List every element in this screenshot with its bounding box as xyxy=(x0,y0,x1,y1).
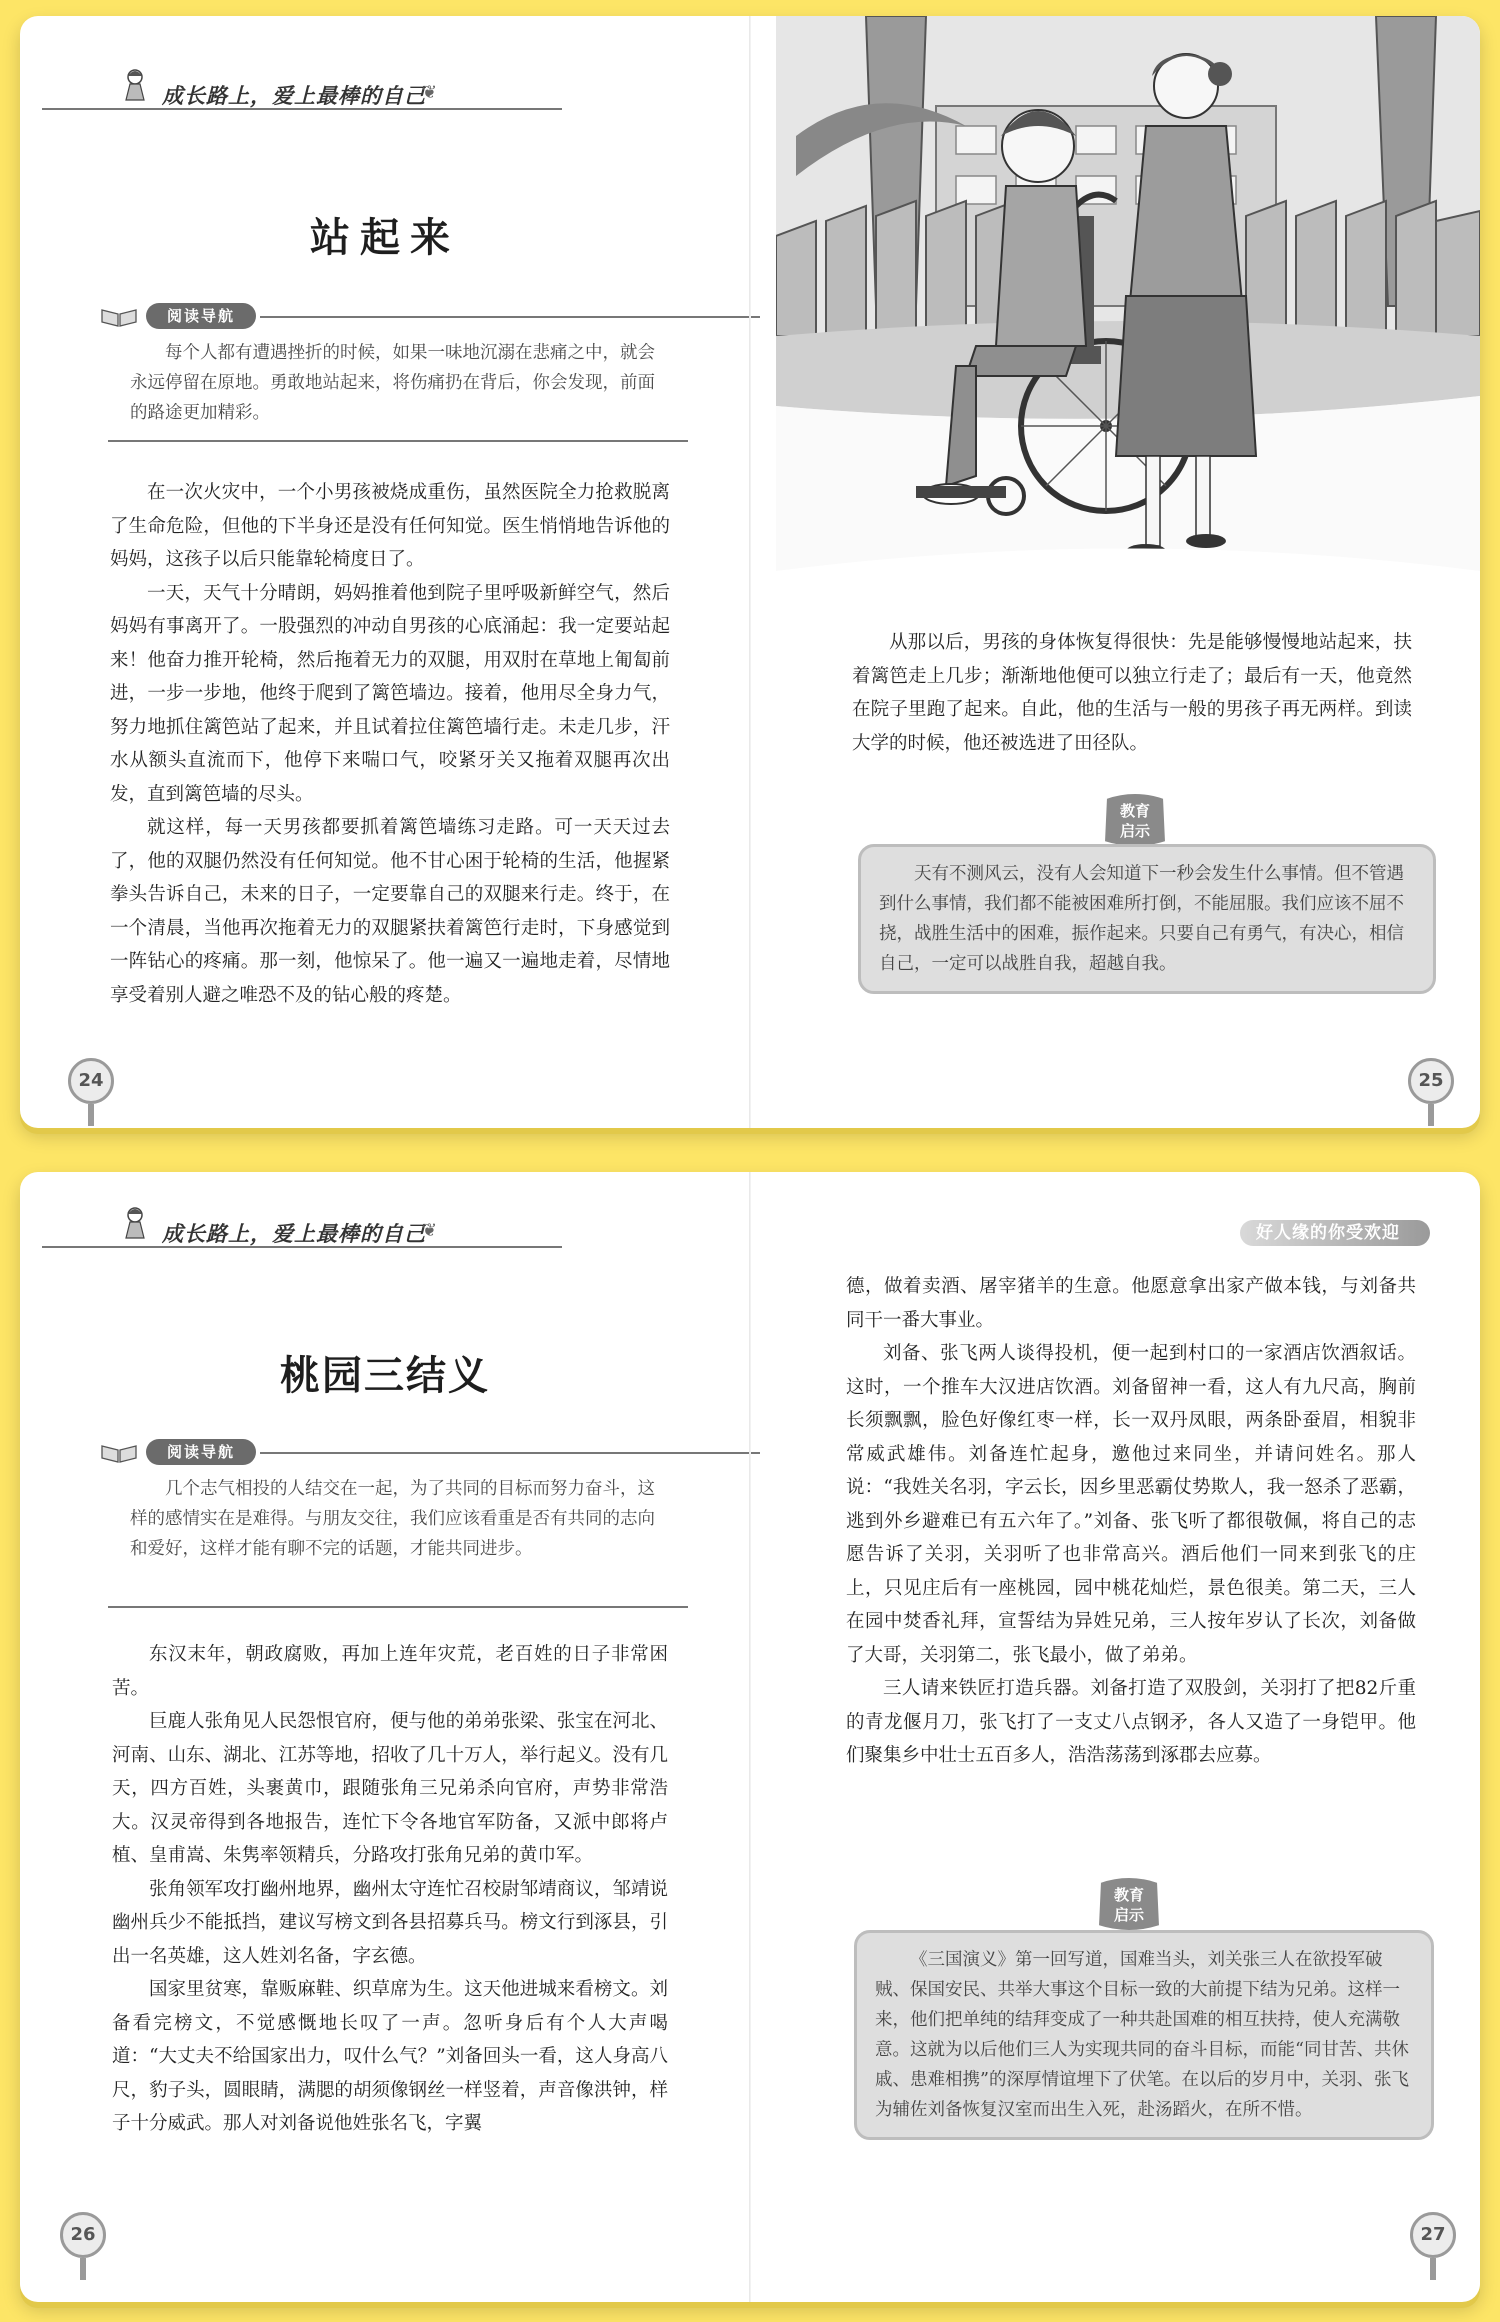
running-header xyxy=(92,1212,692,1252)
edu-badge-line2: 启示 xyxy=(1119,822,1151,840)
story-body-left xyxy=(110,476,670,1012)
page-24 xyxy=(20,16,750,1128)
paragraph: 三人请来铁匠打造兵器。刘备打造了双股剑，关羽打了把82斤重的青龙偃月刀，张飞打了一支丈八点钢矛，各人又造了一身铠甲。他们聚集乡中壮士五百多人，浩浩荡荡到涿郡去应募。 xyxy=(846,1678,1416,1766)
reading-guide-text: 每个人都有遭遇挫折的时候，如果一味地沉溺在悲痛之中，就会永远停留在原地。勇敢地站起来，将伤痛扔在背后，你会发现，前面的路途更加精彩。 xyxy=(130,343,655,423)
paragraph: 就这样，每一天男孩都要抓着篱笆墙练习走路。可一天天过去了，他的双腿仍然没有任何知觉。他不甘心困于轮椅的生活，他握紧拳头告诉自己，未来的日子，一定要靠自己的双腿来行走。终于，在一个清晨，当他再次拖着无力的双腿紧扶着篱笆行走时，下身感觉到一阵钻心的疼痛。那一刻，他惊呆了。他一遍又一遍地走着，尽情地享受着别人避之唯恐不及的钻心般的疼楚。 xyxy=(110,817,670,1006)
edu-text: 《三国演义》第一回写道，国难当头，刘关张三人在欲投军破贼、保国安民、共举大事这个目标一致的大前提下结为兄弟。这样一来，他们把单纯的结拜变成了一种共赴国难的相互扶持，使人充满敬意。这就为以后他们三人为实现共同的奋斗目标，而能“同甘苦、共休戚、患难相携”的深厚情谊埋下了伏笔。在以后的岁月中，关羽、张飞为辅佐刘备恢复汉室而出生入死，赴汤蹈火，在所不惜。 xyxy=(875,1950,1409,2120)
edu-badge-line1: 教育 xyxy=(1113,1886,1145,1904)
reading-guide-badge: 阅读导航 xyxy=(146,303,256,329)
paragraph: 刘备、张飞两人谈得投机，便一起到村口的一家酒店饮酒叙话。这时，一个推车大汉进店饮酒。刘备留神一看，这人有九尺高，胸前长须飘飘，脸色好像红枣一样，长一双丹凤眼，两条卧蚕眉，相貌非常威武雄伟。刘备连忙起身，邀他过来同坐，并请问姓名。那人说：“我姓关名羽，字云长，因乡里恶霸仗势欺人，我一怒杀了恶霸，逃到外乡避难已有五六年了。”刘备、张飞听了都很敬佩，将自己的志愿告诉了关羽，关羽听了也非常高兴。酒后他们一同来到张飞的庄上，只见庄后有一座桃园，园中桃花灿烂，景色很美。第二天，三人在园中焚香礼拜，宣誓结为异姓兄弟，三人按年岁认了长次，刘备做了大哥，关羽第二，张飞最小，做了弟弟。 xyxy=(846,1343,1416,1666)
paragraph: 东汉末年，朝政腐败，再加上连年灾荒，老百姓的日子非常困苦。 xyxy=(112,1644,668,1699)
education-insight-box xyxy=(854,1930,1434,2140)
page-number-left: 24 xyxy=(68,1058,114,1104)
page-number-right: 25 xyxy=(1408,1058,1454,1104)
section-tag-text: 好人缘的你受欢迎 xyxy=(1256,1223,1400,1243)
section-tag xyxy=(1240,1216,1450,1250)
education-badge-icon xyxy=(1094,1872,1164,1936)
guide-bottom-rule xyxy=(108,1606,688,1608)
guide-rule xyxy=(260,316,760,318)
edu-badge-line1: 教育 xyxy=(1119,802,1151,820)
paragraph: 一天，天气十分晴朗，妈妈推着他到院子里呼吸新鲜空气，然后妈妈有事离开了。一股强烈的冲动自男孩的心底涌起：我一定要站起来！他奋力推开轮椅，然后拖着无力的双腿，用双肘在草地上匍匐前进，一步一步地，他终于爬到了篱笆墙边。接着，他用尽全身力气，努力地抓住篱笆站了起来，并且试着拉住篱笆墙行走。未走几步，汗水从额头直流而下，他停下来喘口气，咬紧牙关又拖着双腿再次出发，直到篱笆墙的尽头。 xyxy=(110,582,670,805)
education-insight-box xyxy=(858,844,1436,994)
header-text: 成长路上，爱上最棒的自己 xyxy=(162,83,426,108)
paragraph: 巨鹿人张角见人民怨恨官府，便与他的弟弟张梁、张宝在河北、河南、山东、湖北、江苏等地，招收了几十万人，举行起义。没有几天，四方百姓，头裹黄巾，跟随张角三兄弟杀向官府，声势非常浩大。汉灵帝得到各地报告，连忙下令各地官军防备，又派中郎将卢植、皇甫嵩、朱隽率领精兵，分路攻打张角兄弟的黄巾军。 xyxy=(112,1711,668,1866)
paragraph: 张角领军攻打幽州地界，幽州太守连忙召校尉邹靖商议，邹靖说幽州兵少不能抵挡，建议写榜文到各县招募兵马。榜文行到涿县，引出一名英雄，这人姓刘名备，字玄德。 xyxy=(112,1878,668,1967)
running-header xyxy=(92,74,692,114)
book-spread-1 xyxy=(20,16,1480,1128)
reading-guide-label xyxy=(100,1438,400,1468)
header-rule xyxy=(42,1246,562,1248)
story-title: 站起来 xyxy=(310,215,460,261)
paragraph: 在一次火灾中，一个小男孩被烧成重伤，虽然医院全力抢救脱离了生命危险，但他的下半身还是没有任何知觉。医生悄悄地告诉他的妈妈，这孩子以后只能靠轮椅度日了。 xyxy=(110,482,670,570)
edu-text: 天有不测风云，没有人会知道下一秒会发生什么事情。但不管遇到什么事情，我们都不能被困难所打倒，不能屈服。我们应该不屈不挠，战胜生活中的困难，振作起来。只要自己有勇气，有决心，相信自己，一定可以战胜自我，超越自我。 xyxy=(879,864,1404,974)
wheelchair-illustration xyxy=(776,16,1480,571)
page-number-right: 27 xyxy=(1410,2212,1456,2258)
book-spread-2 xyxy=(20,1172,1480,2302)
edu-badge-line2: 启示 xyxy=(1113,1906,1145,1924)
guide-bottom-rule xyxy=(108,440,688,442)
reading-guide-badge: 阅读导航 xyxy=(146,1439,256,1465)
leaf-icon: ❦ xyxy=(422,1220,438,1241)
paragraph: 德，做着卖酒、屠宰猪羊的生意。他愿意拿出家产做本钱，与刘备共同干一番大事业。 xyxy=(846,1276,1416,1331)
story-body-left xyxy=(112,1638,668,2141)
open-book-icon xyxy=(100,1440,138,1464)
story-body-right xyxy=(846,1270,1416,1773)
education-badge-icon xyxy=(1100,788,1170,852)
gutter xyxy=(749,1172,751,2302)
page-number-left: 26 xyxy=(60,2212,106,2258)
open-book-icon xyxy=(100,304,138,328)
girl-icon xyxy=(122,1206,148,1242)
story-body-right xyxy=(852,626,1412,760)
paragraph: 国家里贫寒，靠贩麻鞋、织草席为生。这天他进城来看榜文。刘备看完榜文，不觉感慨地长叹了一声。忽听身后有个人大声喝道：“大丈夫不给国家出力，叹什么气？”刘备回头一看，这人身高八尺，豹子头，圆眼睛，满腮的胡须像钢丝一样竖着，声音像洪钟，样子十分威武。那人对刘备说他姓张名飞，字翼 xyxy=(112,1979,668,2134)
paragraph: 从那以后，男孩的身体恢复得很快：先是能够慢慢地站起来，扶着篱笆走上几步；渐渐地他便可以独立行走了；最后有一天，他竟然在院子里跑了起来。自此，他的生活与一般的男孩子再无两样。到读大学的时候，他还被选进了田径队。 xyxy=(852,632,1412,754)
reading-guide-text: 几个志气相投的人结交在一起，为了共同的目标而努力奋斗，这样的感情实在是难得。与朋友交往，我们应该看重是否有共同的志向和爱好，这样才能有聊不完的话题，才能共同进步。 xyxy=(130,1479,655,1559)
page-26 xyxy=(20,1172,750,2302)
story-title: 桃园三结义 xyxy=(280,1353,490,1399)
girl-icon xyxy=(122,68,148,104)
guide-rule xyxy=(260,1452,760,1454)
header-text: 成长路上，爱上最棒的自己 xyxy=(162,1221,426,1246)
leaf-icon: ❦ xyxy=(422,82,438,103)
reading-guide-label xyxy=(100,302,400,332)
header-rule xyxy=(42,108,562,110)
